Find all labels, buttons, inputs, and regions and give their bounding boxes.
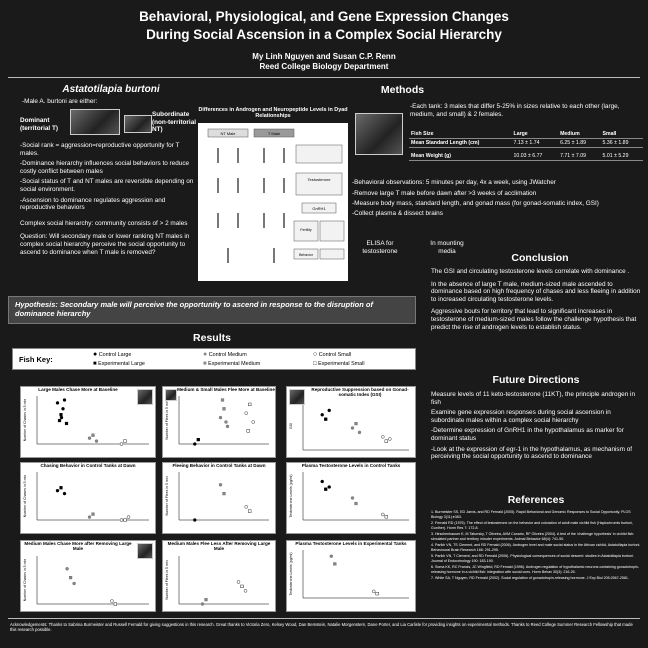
references-list (431, 510, 641, 581)
data-point-small (237, 580, 240, 583)
elisa-label: ELISA for testosterone (362, 240, 398, 255)
diagram-box-5 (320, 221, 344, 241)
data-point-large (324, 418, 327, 421)
chart-panel (20, 540, 156, 612)
chart-panel (286, 462, 416, 534)
data-point-large (60, 487, 63, 490)
t-male-label: T Male (267, 130, 281, 136)
data-point-large (63, 399, 66, 402)
y-axis-label: Number of Chases in 5 min (23, 399, 27, 442)
fish-size-table-wrap (409, 130, 643, 161)
chart-large-chase-baseline (21, 392, 155, 452)
department: Reed College Biology Department (259, 62, 389, 71)
data-point-small (120, 519, 123, 522)
reference-item: 1. Burmeister SS, ED Jarvis, and RD Fernald (2005). Rapid Behavioral and Genomic Responses to Social Opportunity. PLOS Biology 3(11):e363. (431, 510, 631, 519)
data-point-large (193, 519, 196, 522)
chart-title: Plasma Testosterone Levels in Experimental Tanks (295, 541, 407, 546)
data-point-small (385, 440, 388, 443)
subordinate-fish-photo (124, 115, 152, 133)
acknowledgements: Acknowledgements: Thanks to Sabrina Burmeister and Russell Fernald for giving suggestions in this research. Great thanks to Victoria Zero, Kelsey Wood, Dan Bernstein, Natalie Morgenstern, Dane Porter, and Lia Carlisle for providing insights on experimental methods. Thanks to Reed College Summer Research Fellowship that made this research possible. (10, 622, 633, 632)
diagram-title: Differences in Androgen and Neuropeptide Levels in Dyad Relationships (198, 107, 348, 120)
chart-fish-photo (289, 389, 305, 405)
chart-title: Reproductive Suppression based on Gonad-somatic Index (GSI) (311, 387, 409, 398)
data-point-small (244, 589, 247, 592)
fish-key-item: Experimental Large (98, 361, 145, 367)
fish-key-item: Control Medium (208, 352, 247, 358)
data-point-medium (351, 426, 354, 429)
data-point-medium (358, 431, 361, 434)
future-heading: Future Directions (492, 374, 580, 386)
table-row (409, 148, 643, 161)
data-point-large (60, 414, 63, 417)
data-point-small (248, 403, 251, 406)
data-point-small (124, 440, 127, 443)
authors-block (0, 52, 648, 72)
data-point-small (124, 519, 127, 522)
table-header: Fish Size (409, 130, 512, 139)
intro-bullets (20, 142, 198, 256)
chart-title: Fleeing Behavior in Control Tanks at Dawn (172, 463, 266, 468)
y-axis-label: Testosterone Levels (pg/ml) (289, 474, 293, 518)
testosterone-label: Testosterone (307, 176, 331, 182)
methods-heading: Methods (380, 84, 425, 96)
complex-hierarchy-text: Complex social hierarchy: community consists of > 2 males (20, 219, 188, 227)
y-axis-label: Number of Flees in 5 min (165, 400, 169, 440)
diagram-box-1 (296, 145, 342, 163)
data-point-medium (226, 425, 229, 428)
nt-male-label: NT Male (220, 130, 236, 136)
chart-control-chase-dawn (21, 468, 155, 528)
chart-panel (162, 462, 276, 534)
reference-item: 6. Soma KK, RC Francis, JC Wingfield, RD Fernald (1996). Androgen regulation of hypothalamic neurons containing gonadotropin-releasing hormone in a cichlid fish: integration with social cues. Horm Behav 30(3): 216-26. (431, 565, 639, 574)
fish-key-item: Control Small (318, 352, 352, 358)
chart-title: Chasing Behavior in Control Tanks at Dawn (40, 463, 136, 468)
data-point-large (321, 413, 324, 416)
future-body (431, 391, 641, 461)
data-point-medium (69, 576, 72, 579)
data-point-large (328, 409, 331, 412)
future-paragraph: -Look at the expression of egr-1 in the hypothalamus, as mechanism of perceiving the social opportunity to ascend to dominance (431, 445, 633, 461)
diagram-svg (198, 123, 348, 281)
data-point-small (388, 437, 391, 440)
y-axis-label: Testosterone Levels (pg/ml) (289, 552, 293, 596)
intro-bullet: -Dominance hierarchy influences social behaviors to reduce costly conflict between males (20, 160, 190, 175)
chart-fish-photo (137, 389, 153, 405)
data-point-small (120, 443, 123, 446)
title-line-2: During Social Ascension in a Complex Social Hierarchy (146, 27, 502, 42)
fish-size-table (409, 130, 643, 161)
data-point-medium (355, 422, 358, 425)
data-point-medium (201, 602, 204, 605)
data-point-medium (219, 417, 222, 420)
fish-key-item: Control Large (98, 352, 132, 358)
data-point-large (65, 422, 68, 425)
data-point-large (56, 402, 59, 405)
intro-bullet: -Social status of T and NT males are reversible depending on social environment. (20, 178, 194, 193)
tank-photo (355, 113, 403, 155)
future-paragraph: Measure levels of 11 keto-testosterone (11KT), the principle androgen in fish (431, 391, 636, 406)
methods-bullet: -Behavioral observations: 5 minutes per day, 4x a week, using JWatcher (352, 179, 556, 186)
data-point-medium (355, 503, 358, 506)
data-point-large (197, 439, 200, 442)
data-point-medium (219, 484, 222, 487)
data-point-medium (88, 437, 91, 440)
chart-fish-photo (137, 543, 153, 559)
chart-title: Plasma Testosterone Levels in Control Tanks (301, 463, 401, 468)
table-header: Large (512, 130, 559, 139)
data-point-medium (351, 497, 354, 500)
control-large-marker: ● (93, 351, 98, 358)
data-point-small (381, 513, 384, 516)
table-cell: Mean Standard Length (cm) (409, 139, 512, 148)
data-point-small (110, 599, 113, 602)
data-point-large (60, 417, 63, 420)
chart-title: Medium & Small Males Flee More at Baseline (177, 387, 275, 392)
data-point-large (321, 480, 324, 483)
y-axis-label: Number of Flees in 5 min (165, 560, 169, 600)
data-point-large (56, 490, 59, 493)
research-question: Question: Will secondary male or lower ranking NT males in complex social hierarchy perceive the social opportunity to ascend to dominance when T male is removed? (20, 233, 190, 256)
diagram-box-7 (320, 249, 344, 259)
results-heading: Results (193, 332, 231, 344)
table-header: Medium (558, 130, 600, 139)
data-point-small (376, 593, 379, 596)
table-cell: Mean Weight (g) (409, 148, 512, 161)
footer-divider (8, 618, 640, 619)
data-point-medium (221, 399, 224, 402)
data-point-medium (223, 493, 226, 496)
chart-title: Large Males Chase More at Baseline (38, 387, 118, 392)
methods-intro: -Each tank: 3 males that differ 5-25% in sizes relative to each other (large, medium, and small) & 2 females. (410, 103, 620, 118)
data-point-large (324, 488, 327, 491)
table-cell: 5.36 ± 1.89 (601, 139, 643, 148)
data-point-medium (92, 513, 95, 516)
y-axis-label: Number of Flees in 5 min (165, 476, 169, 516)
data-point-large (328, 486, 331, 489)
data-point-medium (330, 555, 333, 558)
future-paragraph: -Determine expression of GnRH1 in the hypothalamus as marker for dominant status (431, 427, 624, 442)
chart-panel (20, 386, 156, 458)
data-point-small (248, 510, 251, 513)
data-point-small (127, 516, 130, 519)
fertility-label: Fertility (300, 227, 312, 232)
control-medium-marker: ● (203, 351, 208, 358)
poster-title (0, 8, 648, 44)
data-point-small (241, 585, 244, 588)
data-point-medium (205, 598, 208, 601)
gnrh-label: GnRH1 (312, 205, 326, 211)
data-point-small (247, 430, 250, 433)
hypothesis-banner: Hypothesis: Secondary male will perceive the opportunity to ascend in response to the disruption of dominance hierarchy (8, 296, 416, 324)
y-axis-label: Number of Chases in 5 min (23, 558, 27, 602)
dominant-label: Dominant (territorial T) (20, 117, 58, 132)
dominant-fish-photo (70, 109, 120, 135)
data-point-medium (92, 434, 95, 437)
male-intro-text: -Male A. burtoni are either: (22, 98, 98, 105)
data-point-large (62, 408, 65, 411)
data-point-medium (333, 563, 336, 566)
data-point-small (385, 516, 388, 519)
table-cell: 6.25 ± 1.89 (558, 139, 600, 148)
fish-key-item: Experimental Medium (208, 361, 261, 367)
chart-panel (162, 386, 276, 458)
data-point-small (381, 435, 384, 438)
table-cell: 10.03 ± 6.77 (512, 148, 559, 161)
fish-key-label: Fish Key: (19, 355, 53, 364)
data-point-medium (225, 421, 228, 424)
data-point-large (58, 420, 61, 423)
author-names: My Linh Nguyen and Susan C.P. Renn (252, 52, 396, 61)
conclusion-body (431, 268, 641, 331)
conclusion-paragraph: The GSI and circulating testosterone levels correlate with dominance . (431, 268, 630, 275)
methods-bullet: -Measure body mass, standard length, and gonad mass (for gonad-somatic index, GSI) (352, 200, 599, 208)
diagram-canvas (198, 123, 348, 281)
dyad-diagram (198, 107, 348, 287)
table-cell: 7.71 ± 7.09 (558, 148, 600, 161)
control-small-marker: ○ (313, 351, 318, 358)
y-axis-label: GSI (289, 422, 293, 429)
title-line-1: Behavioral, Physiological, and Gene Expression Changes (139, 9, 509, 24)
fish-key (12, 348, 416, 370)
references-heading: References (507, 494, 565, 506)
table-row (409, 139, 643, 148)
reference-item: 5. Parikh VN, T Clement, and RD Fernald (2006). Physiological consequences of social descent: studies in Astatotilapia burtoni. Journal of Endocrinology 190: 183-190. (431, 554, 634, 563)
experimental-medium-marker: ■ (203, 361, 207, 367)
chart-title: Medium Males Flee Less After Removing Large Male (167, 541, 271, 552)
experimental-small-marker: □ (313, 361, 317, 367)
chart-panel (20, 462, 156, 534)
fish-key-items (93, 352, 131, 358)
data-point-small (372, 590, 375, 593)
reference-item: 4. Parikh VN, TS Clement, and RD Fernald (2006). Androgen level and male social status in the African cichlid, Astatotilapia burtoni. Behavioural Brain Research 166: 291-295. (431, 543, 641, 552)
data-point-large (63, 493, 66, 496)
conclusion-paragraph: Aggressive bouts for territory that lead to significant increases in testosterone of medium-sized males follow the challenge hypothesis that predict the rise of androgen levels to establish status. (431, 308, 637, 331)
data-point-medium (223, 408, 226, 411)
mounting-label: In mounting media (430, 240, 464, 255)
y-axis-label: Number of Chases in 5 min (23, 475, 27, 518)
chart-panel (162, 540, 276, 612)
data-point-small (245, 506, 248, 509)
chart-title: Medium Males Chase More after Removing Large Male (24, 541, 132, 552)
chart-flee-baseline (163, 392, 275, 452)
conclusion-heading: Conclusion (511, 252, 569, 264)
data-point-medium (73, 582, 76, 585)
reference-item: 2. Fernald RD (1976). The effect of testosterone on the behavior and coloration of adult male cichlid fish (Haplochromis burtoni, Gunther). Horm Res 7: 172-8. (431, 521, 634, 530)
methods-bullets (352, 179, 640, 217)
data-point-small (114, 602, 117, 605)
intro-bullet: -Ascension to dominance regulates aggression and reproductive behaviors (20, 196, 166, 212)
reference-item: 7. White SA, T Nguyen, RD Fernald (2002). Social regulation of gonadotropin-releasing hormone. J Exp Biol 205:2567-2581. (431, 576, 629, 580)
data-point-medium (95, 440, 98, 443)
chart-fish-photo (165, 389, 177, 401)
chart-testosterone-exp (287, 546, 415, 606)
chart-panel (286, 386, 416, 458)
future-paragraph: Examine gene expression responses during social ascension in subordinate males within a complex social hierarchy (431, 409, 611, 424)
chart-exp-flee (163, 552, 275, 612)
table-header: Small (601, 130, 643, 139)
species-heading: Astatotilapia burtoni (62, 84, 160, 95)
data-point-medium (88, 516, 91, 519)
reference-item: 3. Hirschenhauser K, M Taborsky, T Oliveira, AVM Canario, RF Oliveira (2004). A test of the 'challenge hypothesis' in cichlid fish: simulated partner and territory intruder experiments. Animal Behavior 68(4): 741-50. (431, 532, 635, 541)
chart-exp-chase (21, 552, 155, 612)
subordinate-label: Subordinate (non-territorial NT) (152, 111, 197, 134)
data-point-medium (66, 567, 69, 570)
data-point-small (245, 412, 248, 415)
methods-bullet: -Remove large T male before dawn after >3 weeks of acclimation (352, 189, 537, 197)
chart-testosterone-control (287, 468, 415, 528)
behavior-label: Behavior (299, 252, 313, 257)
methods-bullet: -Collect plasma & dissect brains (352, 209, 443, 217)
data-point-large (193, 443, 196, 446)
table-cell: 7.13 ± 1.74 (512, 139, 559, 148)
header-divider (8, 77, 640, 78)
fish-key-item: Experimental Small (318, 361, 365, 367)
experimental-large-marker: ■ (93, 361, 97, 367)
chart-panel (286, 540, 416, 612)
chart-gsi (287, 398, 415, 458)
conclusion-paragraph: In the absence of large T male, medium-sized male ascended to dominance based on high frequency of chases and less fleeing in addition to increased circulating testosterone levels. (431, 280, 641, 303)
intro-section (22, 84, 200, 106)
intro-bullet: -Social rank = aggression=reproductive opportunity for T males. (20, 142, 180, 157)
table-cell: 5.01 ± 5.29 (601, 148, 643, 161)
data-point-small (252, 421, 255, 424)
chart-control-flee-dawn (163, 468, 275, 528)
